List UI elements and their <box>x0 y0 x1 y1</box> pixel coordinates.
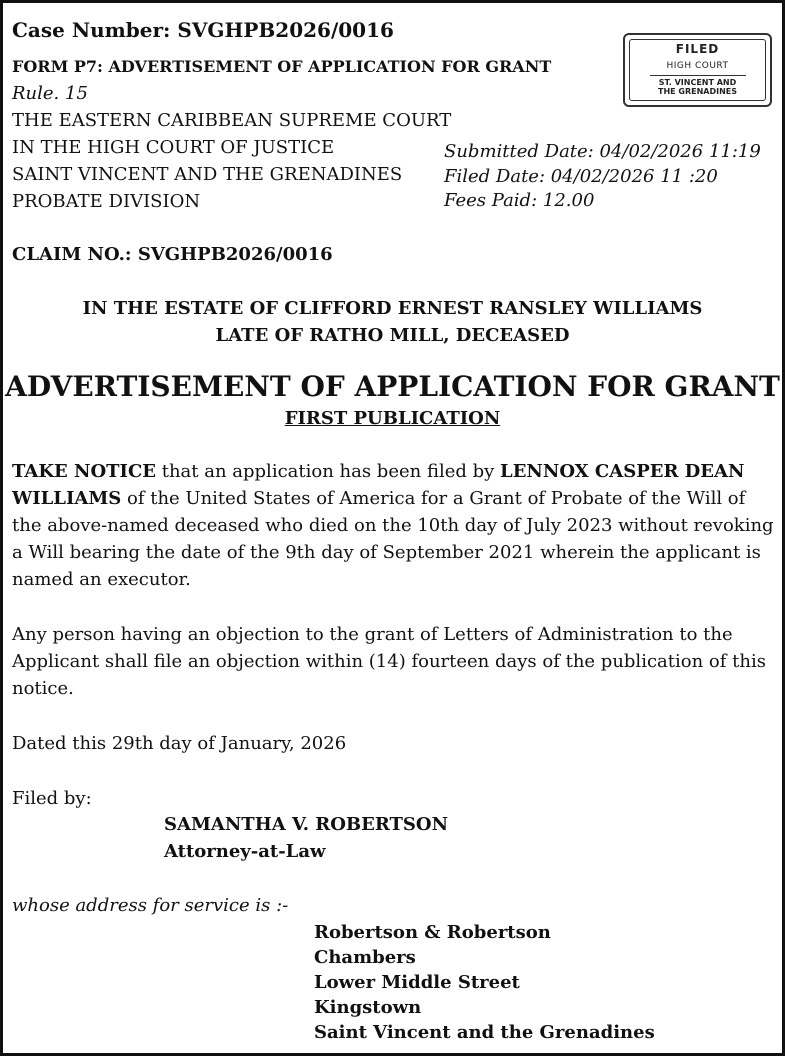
court-line: THE EASTERN CARIBBEAN SUPREME COURT <box>12 110 452 131</box>
filed-by-label: Filed by: <box>12 788 92 809</box>
attorney-name: SAMANTHA V. ROBERTSON <box>164 814 449 835</box>
address-line: Kingstown <box>314 997 422 1018</box>
court-line: PROBATE DIVISION <box>12 191 201 212</box>
submitted-date: Submitted Date: 04/02/2026 11:19 <box>444 141 761 162</box>
address-line: Robertson & Robertson <box>314 922 551 943</box>
filed-stamp <box>623 33 772 107</box>
estate-line: LATE OF RATHO MILL, DECEASED <box>215 325 570 346</box>
notice-paragraph <box>12 458 774 593</box>
filed-stamp-inner <box>629 39 766 101</box>
stamp-court-text: HIGH COURT <box>666 61 729 71</box>
address-line: Lower Middle Street <box>314 972 520 993</box>
stamp-filed-text: FILED <box>675 42 720 56</box>
stamp-divider <box>650 75 746 76</box>
address-line: Saint Vincent and the Grenadines <box>314 1022 655 1043</box>
case-number: Case Number: SVGHPB2026/0016 <box>12 18 394 42</box>
court-line: IN THE HIGH COURT OF JUSTICE <box>12 137 335 158</box>
court-line: SAINT VINCENT AND THE GRENADINES <box>12 164 403 185</box>
fees-paid: Fees Paid: 12.00 <box>444 190 595 211</box>
estate-line: IN THE ESTATE OF CLIFFORD ERNEST RANSLEY WILLIAMS <box>82 298 703 319</box>
document-title: ADVERTISEMENT OF APPLICATION FOR GRANT <box>5 370 780 403</box>
stamp-place-line: ST. VINCENT AND <box>658 78 737 87</box>
address-label: whose address for service is :- <box>12 895 289 916</box>
notice-text: that an application has been filed by <box>156 461 501 482</box>
objection-paragraph: Any person having an objection to the grant of Letters of Administration to the Applicant shall file an objection within (14) fourteen days of the publication of this notice. <box>12 624 766 699</box>
claim-number: CLAIM NO.: SVGHPB2026/0016 <box>12 244 333 265</box>
dated-line: Dated this 29th day of January, 2026 <box>12 733 347 754</box>
applicant-name: LENNOX CASPER DEAN WILLIAMS <box>12 461 745 509</box>
notice-text: of the United States of America for a Grant of Probate of the Will of the above-named deceased who died on the 10th day of July 2023 without revoking a Will bearing the date of the 9th day of September 2021 wherein the applicant is named an executor. <box>12 488 774 590</box>
publication-subtitle: FIRST PUBLICATION <box>284 408 501 429</box>
stamp-place-line: THE GRENADINES <box>657 87 738 96</box>
filed-date: Filed Date: 04/02/2026 11 :20 <box>444 166 718 187</box>
attorney-title: Attorney-at-Law <box>164 841 326 862</box>
take-notice-lead: TAKE NOTICE <box>12 461 156 482</box>
address-line: Chambers <box>314 947 416 968</box>
form-title: FORM P7: ADVERTISEMENT OF APPLICATION FOR GRANT <box>12 57 552 76</box>
rule-reference: Rule. 15 <box>12 83 88 104</box>
